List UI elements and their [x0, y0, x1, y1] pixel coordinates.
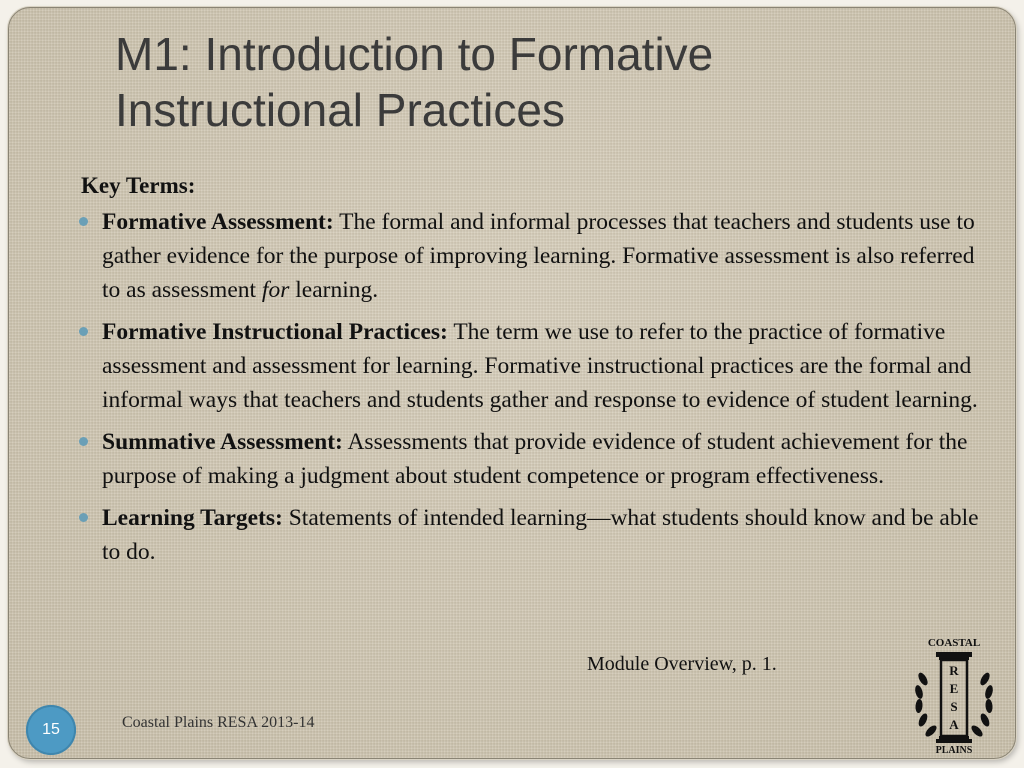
bullet-icon: [79, 513, 88, 522]
coastal-plains-resa-logo-icon: [909, 634, 999, 754]
svg-text:A: A: [949, 717, 959, 732]
source-citation: Module Overview, p. 1.: [587, 653, 777, 675]
terms-list: [79, 205, 979, 569]
term-name: Formative Instructional Practices:: [102, 319, 448, 345]
list-item: [79, 205, 979, 307]
slide-number-badge: 15: [26, 705, 76, 755]
svg-text:R: R: [949, 663, 959, 678]
slide-body: [79, 173, 979, 577]
bullet-icon: [79, 327, 88, 336]
term-definition: Assessments that provide evidence of student achievement for the purpose of making a judgment about student competence or program effectiveness.: [102, 429, 968, 489]
term-emphasis: for: [261, 277, 290, 303]
svg-text:E: E: [949, 681, 959, 696]
term-name: Learning Targets:: [102, 505, 283, 531]
list-item: [79, 425, 979, 493]
term-definition: Statements of intended learning—what students should know and be able to do.: [102, 505, 979, 565]
slide: [8, 7, 1016, 759]
svg-text:S: S: [950, 699, 958, 714]
svg-text:PLAINS: PLAINS: [935, 745, 973, 754]
title-line-1: M1: Introduction to Formative: [115, 28, 714, 80]
list-item: [79, 315, 979, 417]
term-name: Summative Assessment:: [102, 429, 343, 455]
svg-text:COASTAL: COASTAL: [927, 637, 981, 649]
term-definition: The term we use to refer to the practice of formative assessment and assessment for learning. Formative instructional practices are the formal and informal ways that teachers and students gather and response to evidence of student learning.: [102, 319, 978, 413]
bullet-icon: [79, 437, 88, 446]
term-definition: The formal and informal processes that teachers and students use to gather evidence for the purpose of improving learning. Formative assessment is also referred to as assessment: [102, 209, 975, 303]
slide-title: [115, 26, 975, 138]
key-terms-heading: Key Terms:: [81, 173, 196, 198]
term-definition-end: learning.: [289, 277, 379, 303]
title-line-2: Instructional Practices: [115, 84, 565, 136]
bullet-icon: [79, 217, 88, 226]
list-item: [79, 501, 979, 569]
footer-text: Coastal Plains RESA 2013-14: [122, 714, 315, 731]
term-name: Formative Assessment:: [102, 209, 334, 235]
